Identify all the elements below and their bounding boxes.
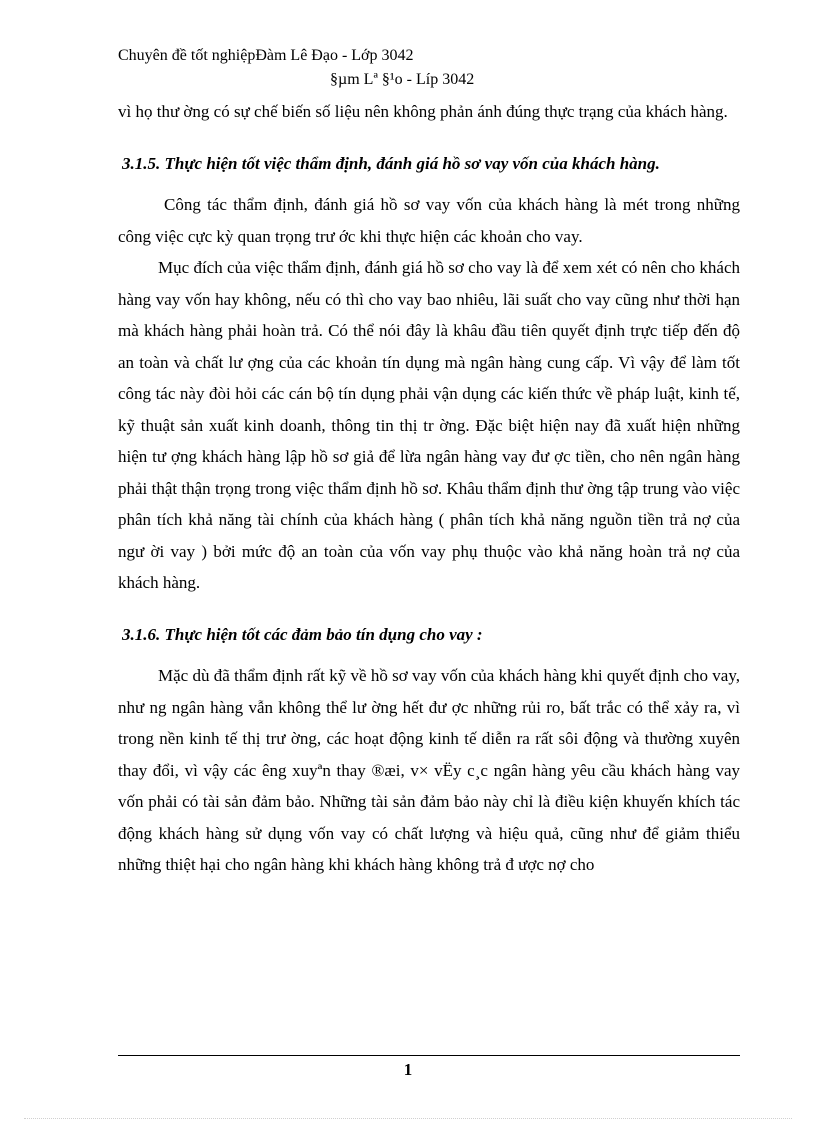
- paragraph-credit-guarantees: Mặc dù đã thẩm định rất kỹ về hồ sơ vay vốn của khách hàng khi quyết định cho vay, như ng ngân hàng vẫn không thể lư ờng hết đư ợc những rủi ro, bất trắc có thể xảy ra, vì trong nền kinh tế thị trư ờng, các hoạt động kinh tế diễn ra rất sôi động và thường xuyên thay đổi, vì vậy các êng xuyªn thay ®æi, v× vËy c¸c ngân hàng yêu cầu khách hàng vay vốn phải có tài sản đảm bảo. Những tài sản đảm bảo này chỉ là điều kiện khuyến khích tác động khách hàng sử dụng vốn vay có chất lượng và hiệu quả, cũng như để giảm thiểu những thiệt hại cho ngân hàng khi khách hàng không trả đ ược nợ cho: [118, 666, 740, 874]
- section-heading-3-1-6: 3.1.6. Thực hiện tốt các đảm bảo tín dụng cho vay :: [122, 624, 483, 644]
- page-number: 1: [403, 1060, 413, 1079]
- paragraph-appraisal-purpose: Mục đích của việc thẩm định, đánh giá hồ sơ cho vay là để xem xét có nên cho khách hàng vay vốn hay không, nếu có thì cho vay bao nhiêu, lãi suất cho vay cũng như thời hạn mà khách hàng phải hoàn trả. Có thể nói đây là khâu đầu tiên quyết định trực tiếp đến độ an toàn và chất lư ợng của các khoản tín dụng mà ngân hàng cung cấp. Vì vậy để làm tốt công tác này đòi hỏi các cán bộ tín dụng phải vận dụng các kiến thức về pháp luật, kinh tế, kỹ thuật sản xuất kinh doanh, thông tin thị tr ờng. Đặc biệt hiện nay đã xuất hiện những hiện tư ợng khách hàng lập hồ sơ giả để lừa ngân hàng vay đư ợc tiền, cho nên ngân hàng phải thật thận trọng trong việc thẩm định hồ sơ. Khâu thẩm định thư ờng tập trung vào việc phân tích khả năng tài chính của khách hàng ( phân tích khả năng nguồn tiền trả nợ của ngư ời vay ) bởi mức độ an toàn của vốn vay phụ thuộc vào khả năng hoàn trả nợ của khách hàng.: [118, 258, 740, 592]
- page-edge-dotted-line: [24, 1118, 792, 1119]
- paragraph-appraisal-intro: Công tác thẩm định, đánh giá hồ sơ vay vốn của khách hàng là mét trong những công việc cực kỳ quan trọng trư ớc khi thực hiện các khoản cho vay.: [118, 195, 740, 246]
- document-body: [118, 96, 740, 881]
- section-heading-3-1-5: 3.1.5. Thực hiện tốt việc thẩm định, đánh giá hồ sơ vay vốn của khách hàng.: [122, 153, 660, 173]
- paragraph-continuation: vì họ thư ờng có sự chế biến số liệu nên không phản ánh đúng thực trạng của khách hàng.: [118, 102, 728, 121]
- page-header-garbled: §µm Lª §¹o - Líp 3042: [330, 71, 475, 88]
- page-header: Chuyên đề tốt nghiệpĐàm Lê Đạo - Lớp 3042: [118, 47, 414, 64]
- footer-divider: [118, 1055, 740, 1056]
